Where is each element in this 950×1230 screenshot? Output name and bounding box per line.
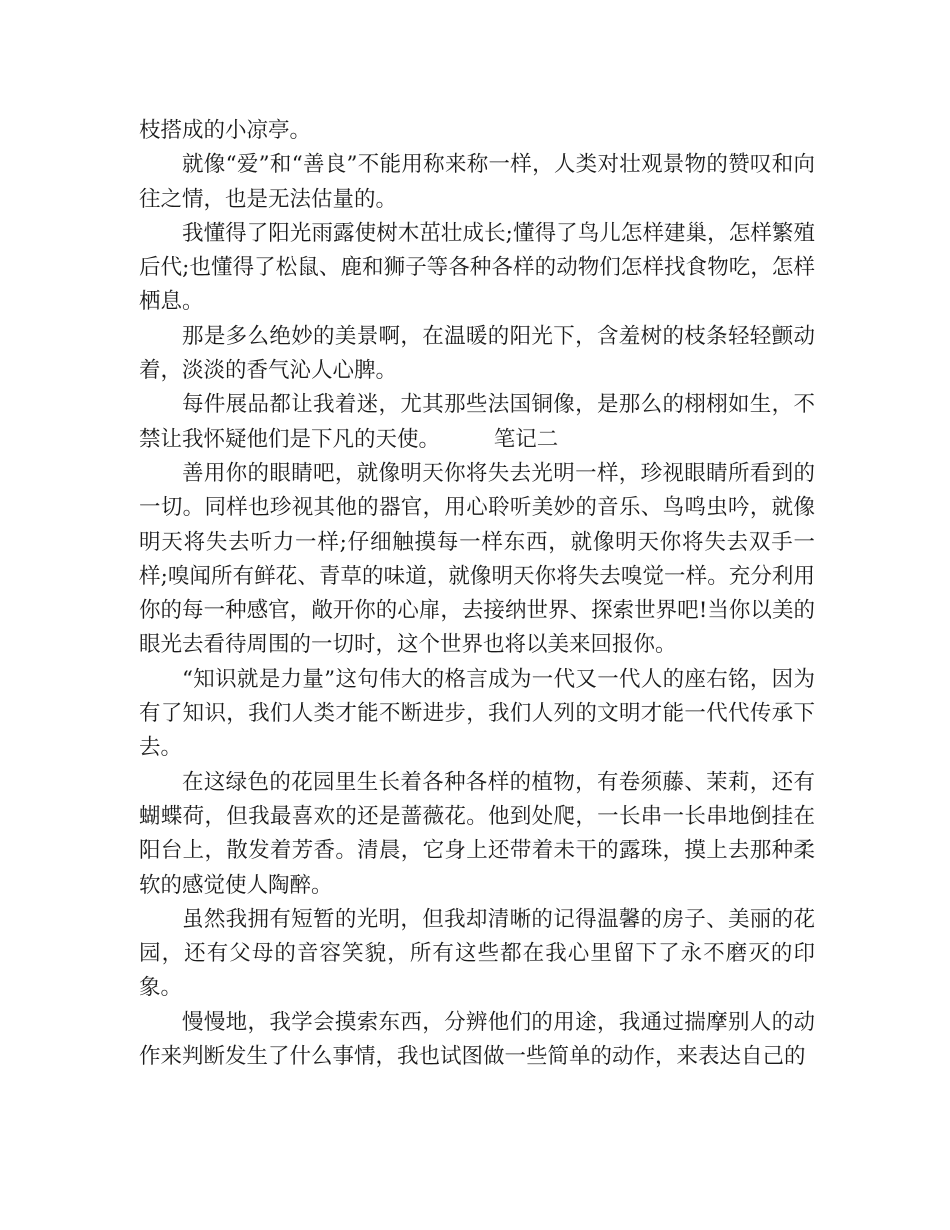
- paragraph-9: 虽然我拥有短暂的光明，但我却清晰的记得温馨的房子、美丽的花园，还有父母的音容笑貌，所有这些都在我心里留下了永不磨灭的印象。: [139, 906, 815, 1001]
- paragraph-6: 善用你的眼睛吧，就像明天你将失去光明一样，珍视眼睛所看到的一切。同样也珍视其他的器官，用心聆听美妙的音乐、鸟鸣虫吟，就像明天将失去听力一样;仔细触摸每一样东西，就像明天你将失去双手一样;嗅闻所有鲜花、青草的味道，就像明天你将失去嗅觉一样。充分利用你的每一种感官，敞开你的心扉，去接纳世界、探索世界吧!当你以美的眼光去看待周围的一切时，这个世界也将以美来回报你。: [139, 460, 815, 658]
- document-body: [139, 114, 815, 1074]
- paragraph-7: “知识就是力量”这句伟大的格言成为一代又一代人的座右铭，因为有了知识，我们人类才能不断进步，我们人列的文明才能一代代传承下去。: [139, 666, 815, 761]
- paragraph-4: 那是多么绝妙的美景啊，在温暖的阳光下，含羞树的枝条轻轻颤动着，淡淡的香气沁人心脾。: [139, 323, 815, 384]
- paragraph-2: 就像“爱”和“善良”不能用称来称一样，人类对壮观景物的赞叹和向往之情，也是无法估量的。: [139, 152, 815, 212]
- paragraph-10: 慢慢地，我学会摸索东西，分辨他们的用途，我通过揣摩别人的动作来判断发生了什么事情，我也试图做一些简单的动作，来表达自己的: [139, 1009, 815, 1070]
- paragraph-5-text: 每件展品都让我着迷，尤其那些法国铜像，是那么的栩栩如生，不禁让我怀疑他们是下凡的天使。: [139, 392, 815, 452]
- paragraph-5: [139, 388, 815, 457]
- paragraph-1: 枝搭成的小凉亭。: [139, 118, 312, 143]
- paragraph-3: 我懂得了阳光雨露使树木茁壮成长;懂得了鸟儿怎样建巢，怎样繁殖后代;也懂得了松鼠、鹿和狮子等各种各样的动物们怎样找食物吃，怎样栖息。: [139, 220, 815, 315]
- section-heading: 笔记二: [493, 426, 559, 452]
- paragraph-8: 在这绿色的花园里生长着各种各样的植物，有卷须藤、茉莉，还有蝴蝶荷，但我最喜欢的还是蔷薇花。他到处爬，一长串一长串地倒挂在阳台上，散发着芳香。清晨，它身上还带着未干的露珠，摸上去那种柔软的感觉使人陶醉。: [139, 769, 815, 898]
